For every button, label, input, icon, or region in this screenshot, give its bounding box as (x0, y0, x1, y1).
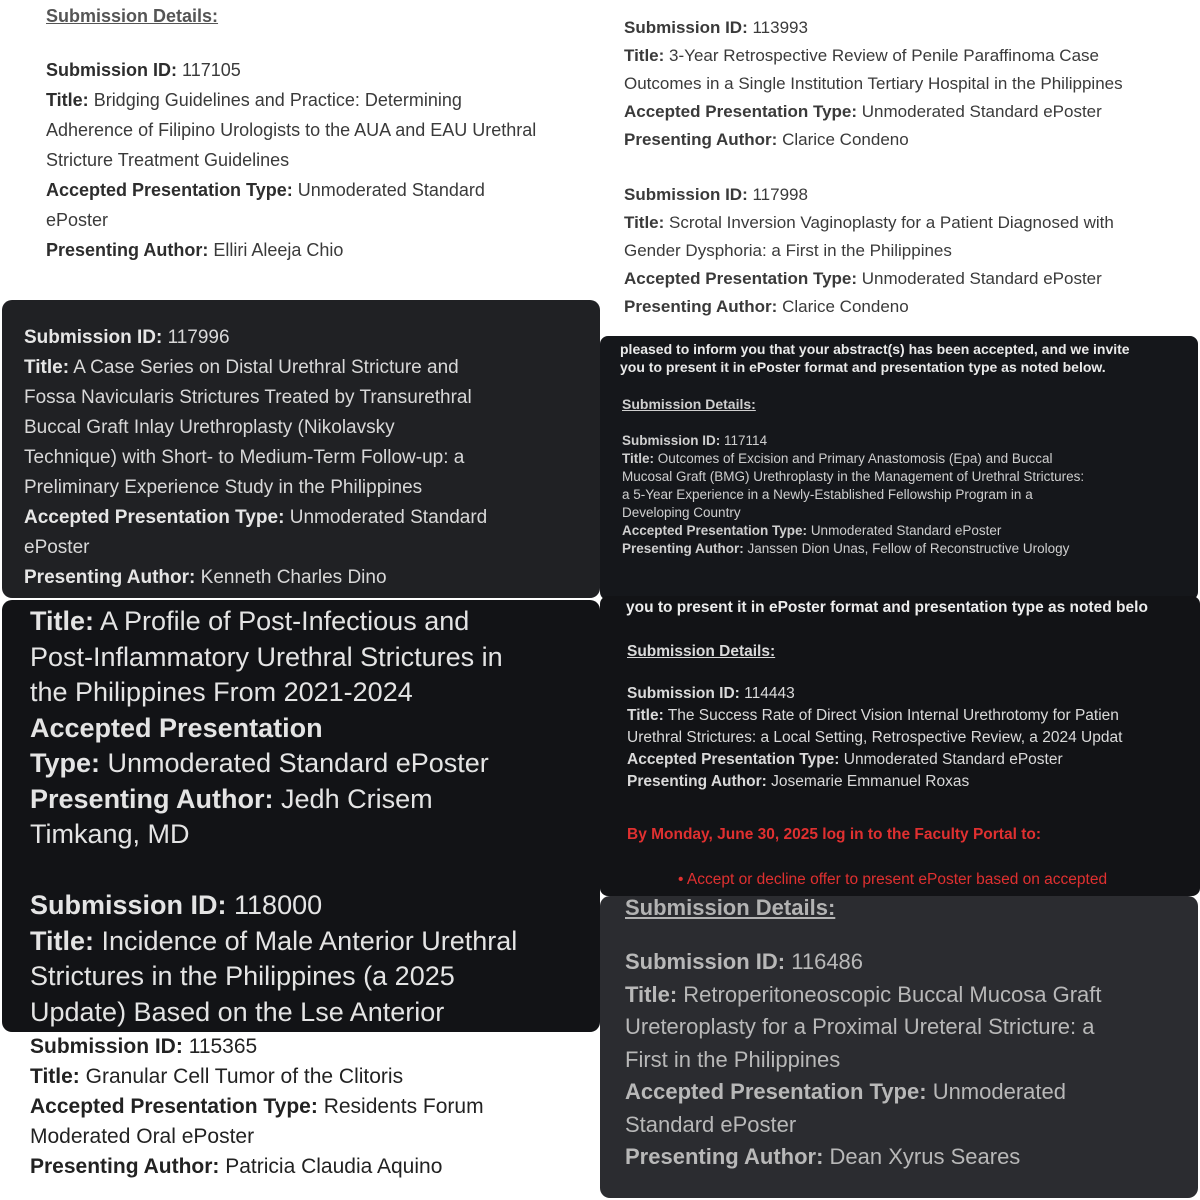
title-line: Fossa Navicularis Strictures Treated by Transurethral (24, 387, 472, 408)
title-line: First in the Philippines (625, 1046, 841, 1072)
author-label: Presenting Author: (624, 297, 778, 316)
author-label: Presenting Author: (627, 773, 767, 790)
title-line: A Profile of Post-Infectious and (100, 606, 470, 636)
submission-id: 118000 (234, 890, 323, 920)
title-line: Retroperitoneoscopic Buccal Mucosa Graft (683, 981, 1102, 1007)
presenting-author: Josemarie Emmanuel Roxas (771, 773, 970, 790)
title-label: Title: (46, 90, 89, 110)
presentation-type: Standard ePoster (625, 1111, 797, 1137)
submission-id: 115365 (188, 1035, 258, 1058)
presentation-type: Unmoderated Standard ePoster (107, 748, 489, 778)
submission-id: 117996 (167, 327, 230, 348)
submission-card-117114 (600, 336, 1198, 600)
title-line: Mucosal Graft (BMG) Urethroplasty in the Management of Urethral Strictures: (622, 469, 1085, 484)
intro-line: you to present it in ePoster format and presentation type as noted below. (620, 359, 1106, 375)
title-line: Urethral Strictures: a Local Setting, Retrospective Review, a 2024 Updat (627, 729, 1123, 746)
id-label: Submission ID: (30, 890, 227, 920)
action-bullet: • Accept or decline offer to present ePoster based on accepted (678, 871, 1108, 888)
type-label: Accepted Presentation Type: (46, 180, 293, 200)
id-label: Submission ID: (622, 433, 721, 448)
title-line: The Success Rate of Direct Vision Internal Urethrotomy for Patien (667, 707, 1119, 724)
title-label: Title: (627, 707, 664, 724)
title-line: Buccal Graft Inlay Urethroplasty (Nikolavsky (24, 417, 395, 438)
type-label: Accepted Presentation Type: (24, 507, 285, 528)
presentation-type: Unmoderated Standard ePoster (861, 102, 1102, 121)
submission-id: 113993 (752, 18, 808, 37)
presentation-type: Unmoderated Standard ePoster (843, 751, 1063, 768)
title-label: Title: (624, 213, 665, 232)
presentation-type: Moderated Oral ePoster (30, 1125, 255, 1148)
author-label: Presenting Author: (24, 567, 196, 588)
presentation-type: ePoster (24, 537, 90, 558)
submission-card-115365 (0, 1032, 600, 1200)
submission-card-114443 (600, 596, 1200, 896)
type-label: Accepted Presentation Type: (627, 751, 840, 768)
author-label: Presenting Author: (625, 1144, 824, 1169)
type-label: Accepted Presentation Type: (624, 102, 858, 121)
deadline-notice: By Monday, June 30, 2025 log in to the Faculty Portal to: (627, 826, 1041, 843)
title-line: the Philippines From 2021-2024 (30, 677, 413, 707)
id-label: Submission ID: (625, 949, 786, 974)
title-line: Developing Country (622, 505, 741, 520)
title-line: Strictures in the Philippines (a 2025 (30, 961, 455, 991)
presenting-author: Kenneth Charles Dino (200, 567, 387, 588)
id-label: Submission ID: (624, 18, 748, 37)
presentation-type: Unmoderated (932, 1079, 1066, 1104)
submission-card-117996 (2, 300, 600, 598)
title-line: Bridging Guidelines and Practice: Determining (93, 90, 462, 110)
title-line: 3-Year Retrospective Review of Penile Paraffinoma Case (669, 46, 1099, 65)
submission-card-113993-117998 (600, 0, 1200, 330)
presentation-type: Unmoderated Standard (297, 180, 485, 200)
title-line: A Case Series on Distal Urethral Stricture and (73, 357, 459, 378)
presenting-author: Janssen Dion Unas, Fellow of Reconstructive Urology (747, 541, 1070, 556)
submission-card-118000 (2, 600, 600, 1032)
presenting-author: Clarice Condeno (782, 130, 909, 149)
id-label: Submission ID: (30, 1035, 183, 1058)
presenting-author: Patricia Claudia Aquino (225, 1155, 443, 1178)
type-label: Type: (30, 748, 101, 778)
title-label: Title: (625, 981, 678, 1007)
id-label: Submission ID: (624, 185, 748, 204)
title-label: Title: (30, 606, 95, 636)
submission-id: 117114 (724, 433, 768, 448)
id-label: Submission ID: (627, 685, 740, 702)
title-label: Title: (622, 451, 655, 466)
section-header: Submission Details: (46, 6, 219, 26)
title-line: Stricture Treatment Guidelines (46, 150, 290, 170)
title-line: Outcomes of Excision and Primary Anastomosis (Epa) and Buccal (657, 451, 1053, 466)
presentation-type: Unmoderated Standard (289, 507, 488, 528)
author-label: Presenting Author: (46, 240, 209, 260)
submission-id: 117998 (752, 185, 808, 204)
title-line: a 5-Year Experience in a Newly-Established Fellowship Program in a (622, 487, 1033, 502)
author-label: Presenting Author: (30, 1155, 220, 1178)
presenting-author: Clarice Condeno (782, 297, 909, 316)
title-line: Update) Based on the Lse Anterior (30, 996, 445, 1027)
title-line: Adherence of Filipino Urologists to the AUA and EAU Urethral (46, 120, 537, 140)
title-label: Title: (24, 357, 70, 378)
title-label: Title: (30, 925, 95, 956)
title-line: Incidence of Male Anterior Urethral (101, 925, 518, 956)
type-label: Accepted Presentation Type: (622, 523, 808, 538)
author-label: Presenting Author: (30, 783, 274, 814)
title-line: Granular Cell Tumor of the Clitoris (85, 1065, 404, 1088)
action-text: Accept or decline offer to present ePoster based on accepted (686, 871, 1108, 888)
title-line: Scrotal Inversion Vaginoplasty for a Patient Diagnosed with (669, 213, 1114, 232)
section-header: Submission Details: (625, 896, 836, 920)
title-line: Outcomes in a Single Institution Tertiary Hospital in the Philippines (624, 74, 1123, 93)
title-line: Preliminary Experience Study in the Philippines (24, 477, 423, 498)
presentation-type: Unmoderated Standard ePoster (861, 269, 1102, 288)
submission-id: 117105 (182, 60, 241, 80)
intro-line: you to present it in ePoster format and presentation type as noted belo (626, 599, 1148, 616)
presenting-author: Jedh Crisem (281, 783, 433, 814)
presentation-type: Residents Forum (323, 1095, 484, 1118)
title-label: Title: (30, 1065, 80, 1088)
intro-line: pleased to inform you that your abstract(s) has been accepted, and we invite (620, 341, 1130, 357)
submission-card-116486 (600, 896, 1198, 1198)
title-line: Post-Inflammatory Urethral Strictures in (30, 641, 503, 672)
type-label: Accepted Presentation Type: (625, 1079, 927, 1104)
submission-id: 116486 (791, 949, 864, 974)
presenting-author: Dean Xyrus Seares (829, 1144, 1021, 1169)
id-label: Submission ID: (46, 60, 178, 80)
presentation-type: ePoster (46, 210, 109, 230)
id-label: Submission ID: (24, 327, 163, 348)
section-header: Submission Details: (627, 643, 776, 660)
submission-card-117105 (0, 0, 600, 300)
title-label: Title: (624, 46, 665, 65)
title-line: Ureteroplasty for a Proximal Ureteral Stricture: a (625, 1014, 1095, 1039)
submission-id: 114443 (744, 685, 795, 702)
author-label: Presenting Author: (624, 130, 778, 149)
presenting-author: Elliri Aleeja Chio (213, 240, 344, 260)
title-line: Gender Dysphoria: a First in the Philippines (624, 241, 952, 260)
presentation-type: Unmoderated Standard ePoster (810, 523, 1002, 538)
section-header: Submission Details: (622, 396, 756, 412)
type-label: Accepted Presentation Type: (30, 1095, 318, 1118)
presenting-author: Timkang, MD (30, 819, 190, 849)
author-label: Presenting Author: (622, 541, 744, 556)
type-label: Accepted Presentation Type: (624, 269, 858, 288)
title-line: Technique) with Short- to Medium-Term Follow-up: a (24, 447, 465, 468)
type-label: Accepted Presentation (30, 712, 323, 743)
